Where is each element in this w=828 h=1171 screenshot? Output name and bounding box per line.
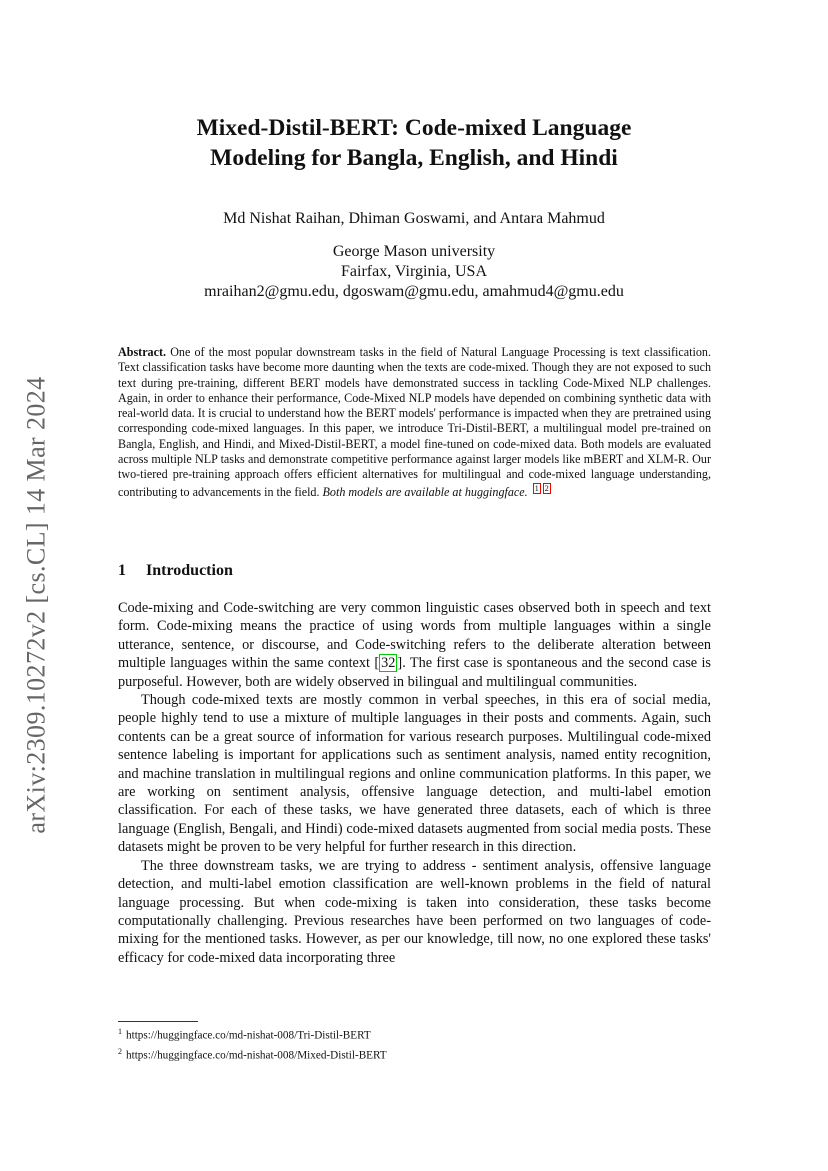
footnote-link-1[interactable]: 1 [534,483,539,493]
section-heading [118,561,710,581]
paragraph-2: Though code-mixed texts are mostly common in verbal speeches, in this era of social media, people highly tend to use a mixture of multiple languages in their posts and comments. Again, such contents can be a great source of information for various research purposes. Multilingual code-mixed sentence labeling is important for applications such as sentiment analysis, named entity recognition, and machine translation in multilingual regions and online communication platforms. In this paper, we are working on sentiment analysis, offensive language detection, and multi-label emotion classification. For each of these tasks, we have generated three datasets, each of which is three language (English, Bengali, and Hindi) code-mixed datasets augmented from social media posts. These datasets might be proven to be very helpful for further research in this direction. [118,692,711,856]
footnote-link-2[interactable]: 2 [544,483,549,493]
footnotes [118,1024,710,1064]
location: Fairfax, Virginia, USA [341,263,487,280]
paragraph-3: The three downstream tasks, we are trying to address - sentiment analysis, offensive language detection, and multi-label emotion classification are well-known problems in the field of natural language processing. But when code-mixing is taken into consideration, these tasks become computationally challenging. Previous researches have been performed on two languages of code-mixing for the mentioned tasks. However, as per our knowledge, till now, no one explored these tasks' efficacy for code-mixed data incorporating three [118,857,711,966]
author-emails: mraihan2@gmu.edu, dgoswam@gmu.edu, amahmud4@gmu.edu [204,283,624,300]
affiliation-block [118,242,710,302]
abstract-body: One of the most popular downstream tasks in the field of Natural Language Processing is text classification. Text classification tasks have become more daunting when the texts are code-mixed. Though they are not exposed to such text during pre-training, different BERT models have demonstrated success in tackling Code-Mixed NLP challenges. Again, in order to enhance their performance, Code-Mixed NLP models have depended on combining synthetic data with real-world data. It is crucial to understand how the BERT models' performance is impacted when they are pretrained using corresponding code-mixed languages. In this paper, we introduce Tri-Distil-BERT, a multilingual model pre-trained on Bangla, English, and Hindi, and Mixed-Distil-BERT, a model fine-tuned on code-mixed data. Both models are evaluated across multiple NLP tasks and demonstrate competitive performance against larger models like mBERT and XLM-R. Our two-tiered pre-training approach offers efficient alternatives for multilingual and code-mixed language understanding, contributing to advancements in the field. [118,345,711,499]
footnote-2-number: 2 [118,1047,122,1057]
footnote-1-link[interactable]: https://huggingface.co/md-nishat-008/Tri-Distil-BERT [126,1029,371,1042]
footnote-2-link[interactable]: https://huggingface.co/md-nishat-008/Mixed-Distil-BERT [126,1049,387,1062]
footnote-2 [118,1044,710,1064]
author-list: Md Nishat Raihan, Dhiman Goswami, and Antara Mahmud [223,210,605,227]
title-line-1: Mixed-Distil-BERT: Code-mixed Language [196,115,632,141]
paper-title [118,113,710,173]
arxiv-id-text: arXiv:2309.10272v2 [cs.CL] 14 Mar 2024 [22,376,52,834]
footnote-1 [118,1024,710,1044]
paragraph-1-text-a: Code-mixing and Code-switching are very common linguistic cases observed both in speech and text form. Code-mixing means the practice of using words from multiple languages within a single utterance, sentence, or discourse, and Code-switching refers to the deliberate alteration between multiple languages within the same context [118,600,711,672]
availability-note: Both models are available at huggingface. [322,484,528,499]
paragraph-1: Code-mixing and Code-switching are very common linguistic cases observed both in speech and text form. Code-mixing means the practice of using words from multiple languages within a single utterance, sentence, or discourse, and Code-switching refers to the deliberate alteration between multiple languages within the same context [ 32 ]. The first case is spontaneous and the second case is purposeful. However, both are widely observed in bilingual and multilingual communities. [118,600,711,690]
section-number: 1 [118,562,126,579]
abstract-label: Abstract. [118,345,167,359]
citation-link[interactable]: 32 [381,655,396,672]
title-line-2: Modeling for Bangla, English, and Hindi [210,145,618,171]
paragraph-1-text-b: . The first case is spontaneous and the second case is purposeful. However, both are widely observed in bilingual and multilingual communities. [118,655,711,690]
institution: George Mason university [332,243,496,260]
arxiv-identifier-margin [22,360,52,850]
footnote-rule [118,1021,198,1022]
abstract [118,345,711,500]
footnote-1-number: 1 [118,1027,122,1036]
section-title: Introduction [146,562,233,579]
section-body [118,599,711,967]
